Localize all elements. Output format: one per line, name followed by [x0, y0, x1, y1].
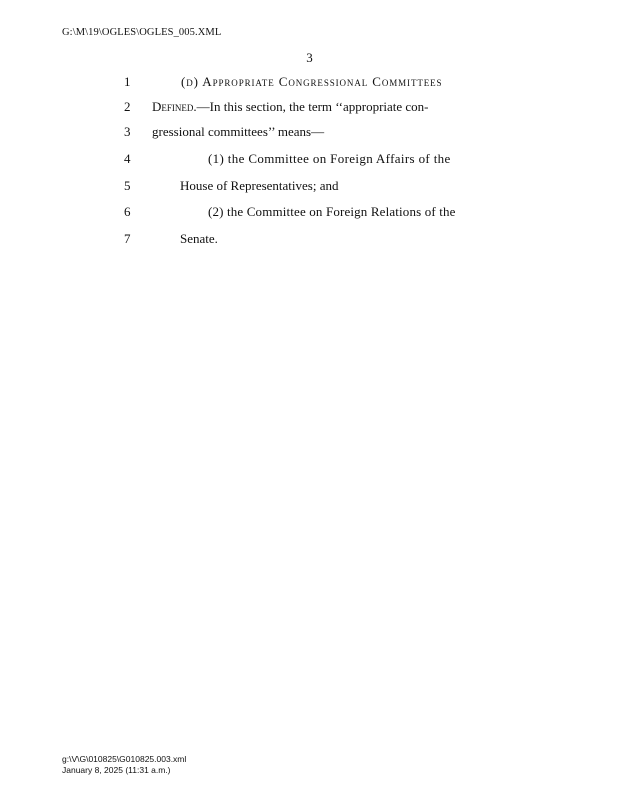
line-number: 6 [124, 204, 131, 219]
text-line [0, 124, 619, 150]
text-line [0, 231, 619, 257]
line-number: 1 [124, 74, 131, 89]
line-number: 4 [124, 151, 131, 166]
line-number: 7 [124, 231, 131, 246]
text-line [0, 204, 619, 230]
line-text: Senate. [180, 231, 218, 246]
definition-text: —In this section, the term ‘‘appropriate con- [196, 99, 429, 114]
subsection-heading: (d) Appropriate Congressional Committees [181, 74, 443, 89]
text-line [0, 74, 619, 100]
document-footer [62, 754, 186, 776]
line-number: 2 [124, 99, 131, 114]
document-file-path: G:\M\19\OGLES\OGLES_005.XML [62, 27, 222, 38]
defined-heading: Defined. [152, 99, 197, 114]
line-text: (2) the Committee on Foreign Relations of the [208, 204, 456, 219]
footer-date: January 8, 2025 (11:31 a.m.) [62, 765, 171, 775]
page-number: 3 [306, 50, 313, 65]
text-line [0, 178, 619, 204]
line-text: House of Representatives; and [180, 178, 339, 193]
footer-file-path: g:\V\G\010825\G010825.003.xml [62, 754, 187, 764]
text-line [0, 151, 619, 177]
text-line [0, 99, 619, 125]
line-number: 5 [124, 178, 131, 193]
line-text: gressional committees’’ means— [152, 124, 325, 139]
line-text: (1) the Committee on Foreign Affairs of the [208, 151, 451, 166]
line-number: 3 [124, 124, 131, 139]
line-text [152, 99, 429, 115]
